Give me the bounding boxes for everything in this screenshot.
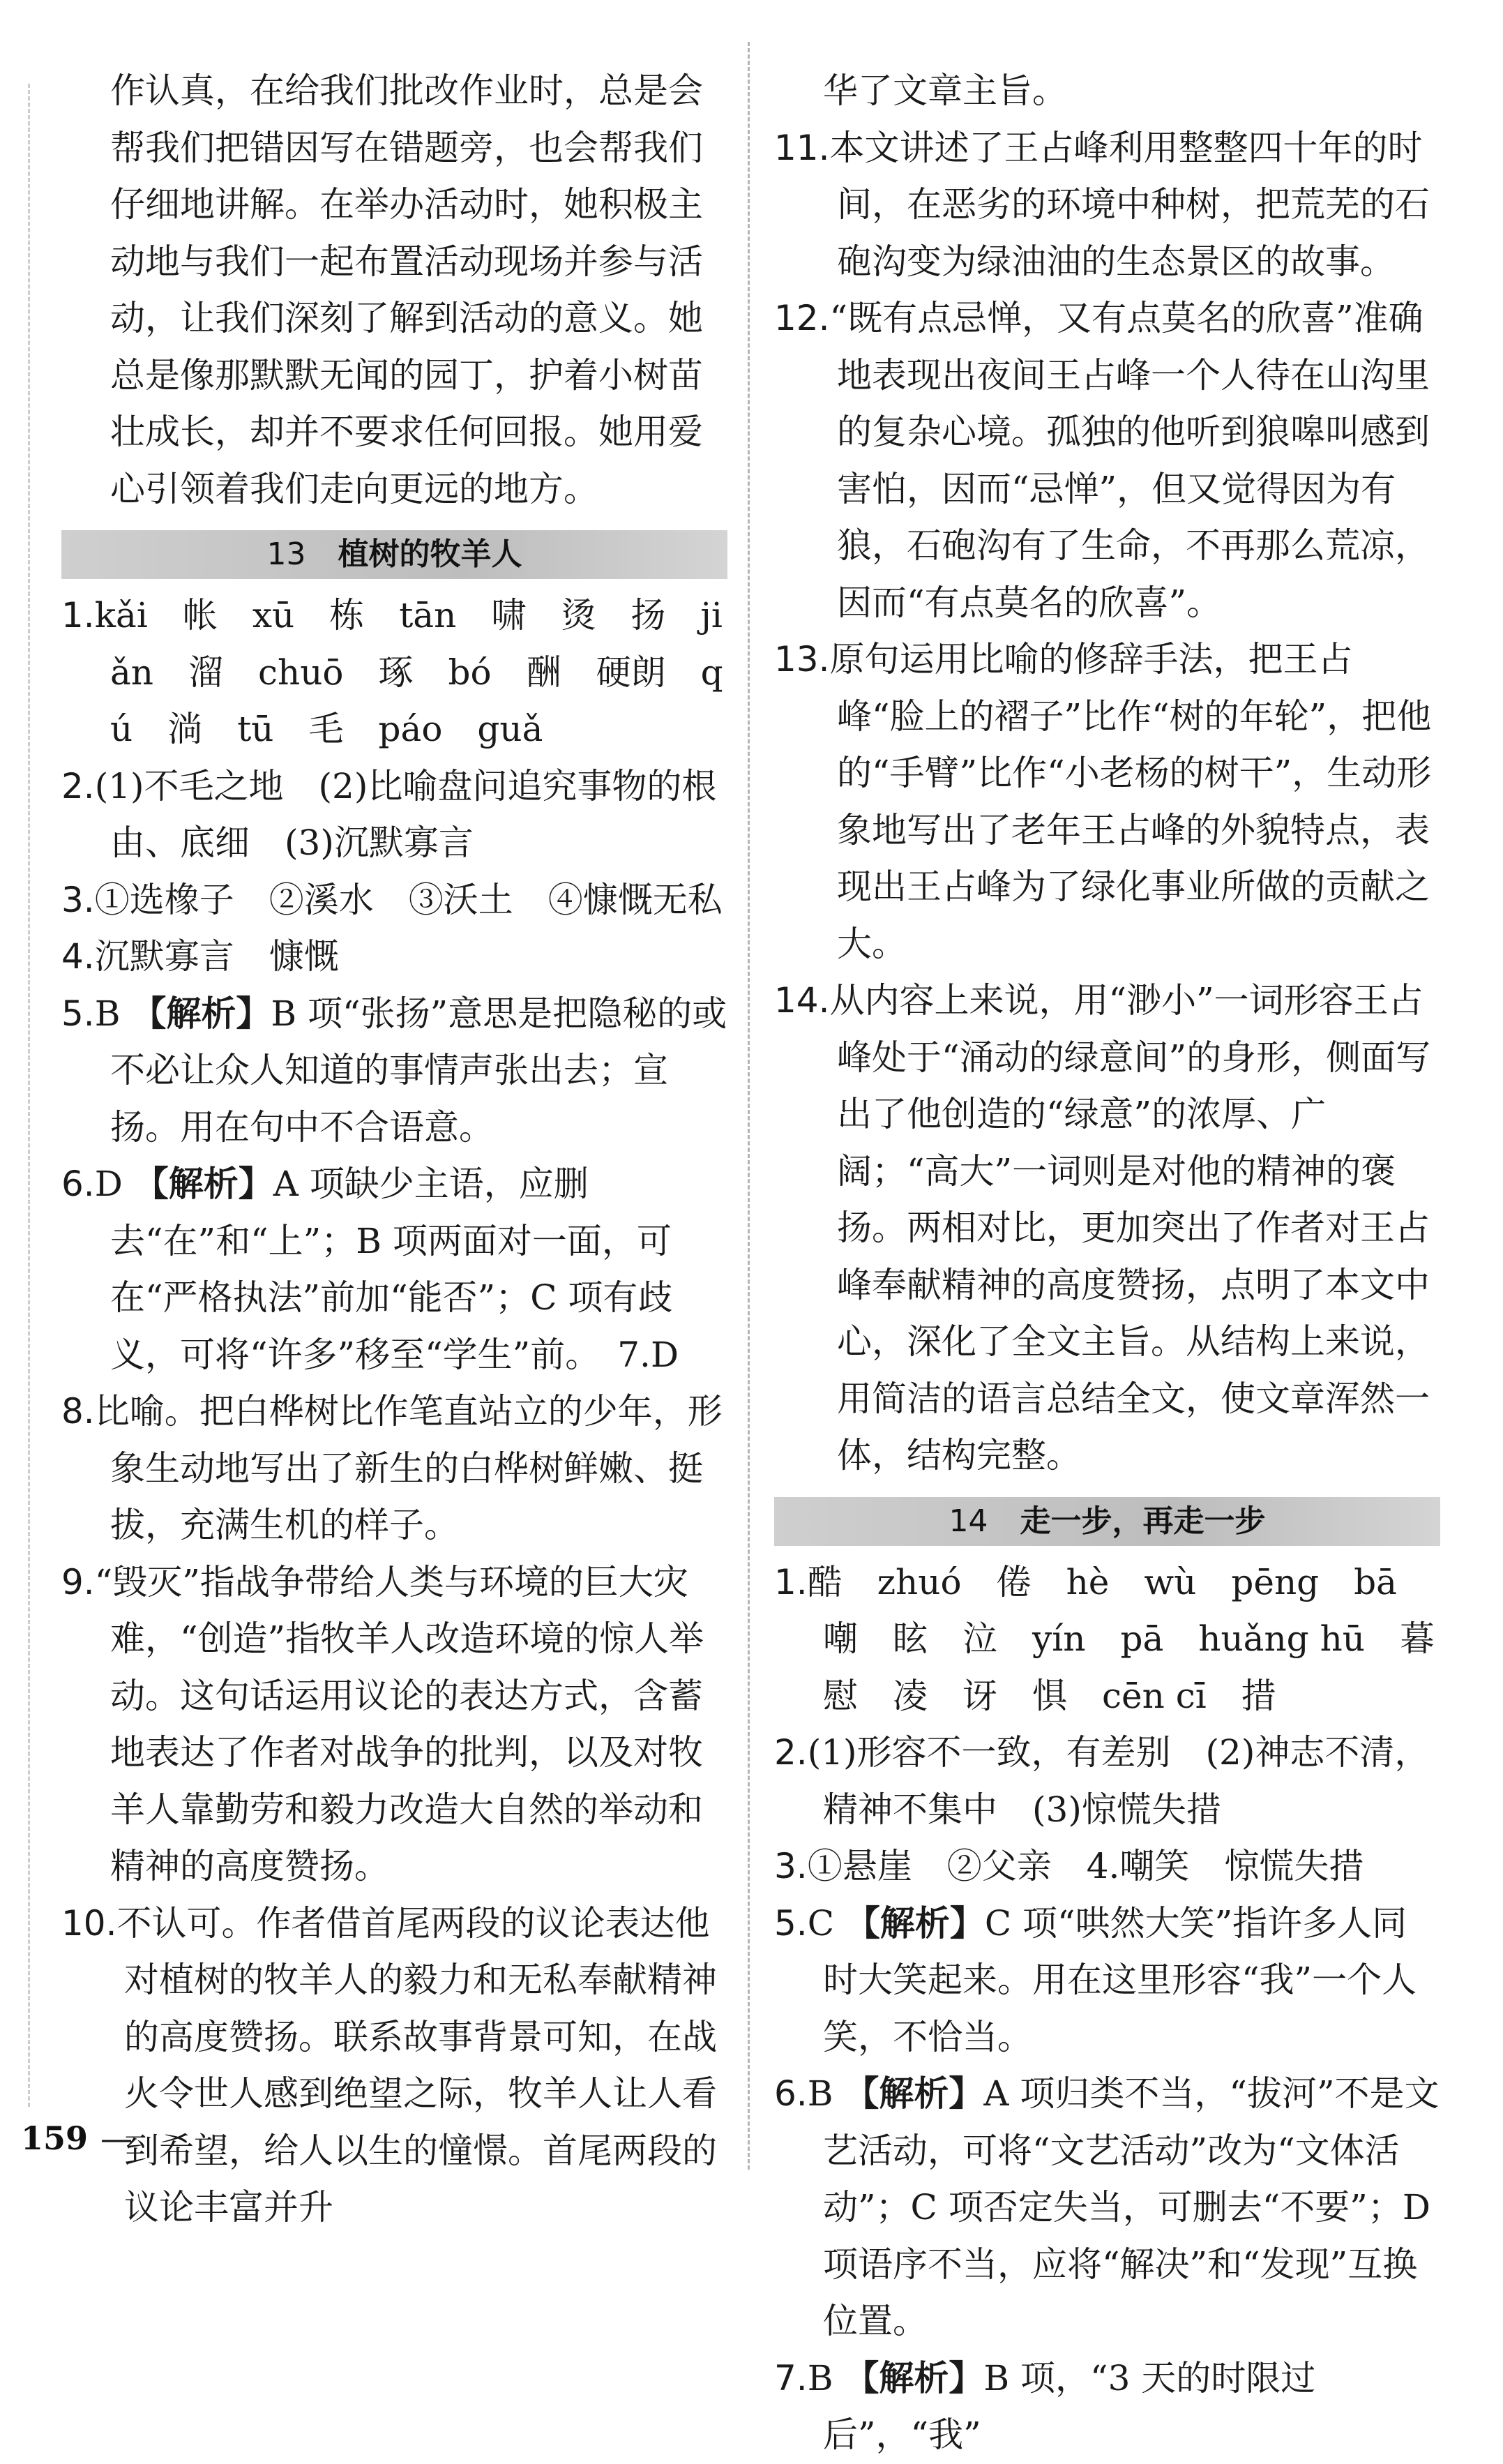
analysis-tag: 【解析】 — [844, 2357, 984, 2398]
lesson-14-number: 14 — [949, 1503, 988, 1539]
answer-item: 7.B 【解析】B 项，“3 天的时限过后”，“我” — [774, 2357, 1316, 2455]
answer-item: 11.本文讲述了王占峰利用整整四十年的时间，在恶劣的环境中种树，把荒芜的石砲沟变为绿油油的生态景区的故事。 — [774, 127, 1430, 282]
analysis-tag: 【解析】 — [844, 2073, 984, 2114]
analysis-tag: 【解析】 — [131, 993, 271, 1034]
right-column — [774, 63, 1470, 2464]
left-column — [61, 63, 727, 2237]
answer-item: 1.酷 zhuó 倦 hè wù pēng bā 嘲 眩 泣 yín pā huǎng hū 暮 慰 凌 讶 惧 cēn cī 措 — [774, 1561, 1470, 1716]
answer-item: 8.比喻。把白桦树比作笔直站立的少年，形象生动地写出了新生的白桦树鲜嫩、挺拔，充满生机的样子。 — [61, 1391, 723, 1545]
answer-item: 5.B 【解析】B 项“张扬”意思是把隐秘的或不必让众人知道的事情声张出去；宣扬。用在句中不合语意。 — [61, 993, 727, 1148]
lesson-13-number: 13 — [266, 536, 306, 573]
page-footer — [21, 2119, 133, 2157]
answer-item: 10.不认可。作者借首尾两段的议论表达他对植树的牧羊人的毅力和无私奉献精神的高度赞扬。联系故事背景可知，在战火令世人感到绝望之际，牧羊人让人看到希望，给人以生的憧憬。首尾两段的议论丰富并升 — [61, 1902, 717, 2228]
lesson-13-header — [61, 530, 727, 579]
lesson-13-title: 植树的牧羊人 — [338, 536, 522, 573]
answer-item: 14.从内容上来说，用“渺小”一词形容王占峰处于“涌动的绿意间”的身形，侧面写出了他创造的“绿意”的浓厚、广阔；“高大”一词则是对他的精神的褒扬。两相对比，更加突出了作者对王占峰奉献精神的高度赞扬，点明了本文中心，深化了全文主旨。从结构上来说，用简洁的语言总结全文，使文章浑然一体，结构完整。 — [774, 980, 1431, 1475]
answer-item: 4.沉默寡言 慷慨 — [61, 936, 339, 977]
lesson-14-title: 走一步，再走一步 — [1020, 1503, 1266, 1539]
answer-item: 5.C 【解析】C 项“哄然大笑”指许多人同时大笑起来。用在这里形容“我”一个人笑，不恰当。 — [774, 1902, 1417, 2057]
answer-item: 2.(1)不毛之地 (2)比喻盘问追究事物的根由、底细 (3)沉默寡言 — [61, 765, 717, 863]
answer-item: 1.kǎi 帐 xū 栋 tān 啸 烫 扬 jiǎn 溜 chuō 琢 bó 酬 硬朗 qú 淌 tū 毛 páo guǎ — [61, 595, 723, 749]
page-number-dash: — — [100, 2119, 133, 2157]
answer-item: 2.(1)形容不一致，有差别 (2)神志不清，精神不集中 (3)惊慌失措 — [774, 1732, 1430, 1830]
answer-item: 12.“既有点忌惮，又有点莫名的欣喜”准确地表现出夜间王占峰一个人待在山沟里的复杂心境。孤独的他听到狼嗥叫感到害怕，因而“忌惮”，但又觉得因为有狼，石砲沟有了生命，不再那么荒凉，因而“有点莫名的欣喜”。 — [774, 298, 1430, 623]
answer-item: 3.①悬崖 ②父亲 4.嘲笑 惊慌失措 — [774, 1846, 1364, 1886]
binding-edge-mark — [28, 84, 30, 2107]
answer-item: 13.原句运用比喻的修辞手法，把王占峰“脸上的褶子”比作“树的年轮”，把他的“手臂”比作“小老杨的树干”，生动形象地写出了老年王占峰的外貌特点，表现出王占峰为了绿化事业所做的贡献之大。 — [774, 639, 1432, 964]
column-divider — [748, 42, 750, 2170]
answer-item: 9.“毁灭”指战争带给人类与环境的巨大灾难，“创造”指牧羊人改造环境的惊人举动。这句话运用议论的表达方式，含蓄地表达了作者对战争的批判，以及对牧羊人靠勤劳和毅力改造大自然的举动和精神的高度赞扬。 — [61, 1561, 704, 1886]
left-continuation-text: 作认真，在给我们批改作业时，总是会帮我们把错因写在错题旁，也会帮我们仔细地讲解。在举办活动时，她积极主动地与我们一起布置活动现场并参与活动，让我们深刻了解到活动的意义。她总是像那默默无闻的园丁，护着小树苗壮成长，却并不要求任何回报。她用爱心引领着我们走向更远的地方。 — [110, 70, 703, 509]
analysis-tag: 【解析】 — [133, 1164, 273, 1204]
page-number: 159 — [21, 2119, 89, 2157]
right-continuation-text: 华了文章主旨。 — [823, 70, 1067, 111]
answer-item: 3.①选橡子 ②溪水 ③沃土 ④慷慨无私 — [61, 879, 723, 920]
answer-item: 6.D 【解析】A 项缺少主语，应删去“在”和“上”；B 项两面对一面，可在“严格执法”前加“能否”；C 项有歧义，可将“许多”移至“学生”前。 7.D — [61, 1164, 679, 1375]
analysis-tag: 【解析】 — [845, 1902, 985, 1944]
answer-item: 6.B 【解析】A 项归类不当，“拔河”不是文艺活动，可将“文艺活动”改为“文体活动”；C 项否定失当，可删去“不要”；D 项语序不当，应将“解决”和“发现”互换位置。 — [774, 2073, 1440, 2341]
lesson-14-header — [774, 1497, 1440, 1546]
